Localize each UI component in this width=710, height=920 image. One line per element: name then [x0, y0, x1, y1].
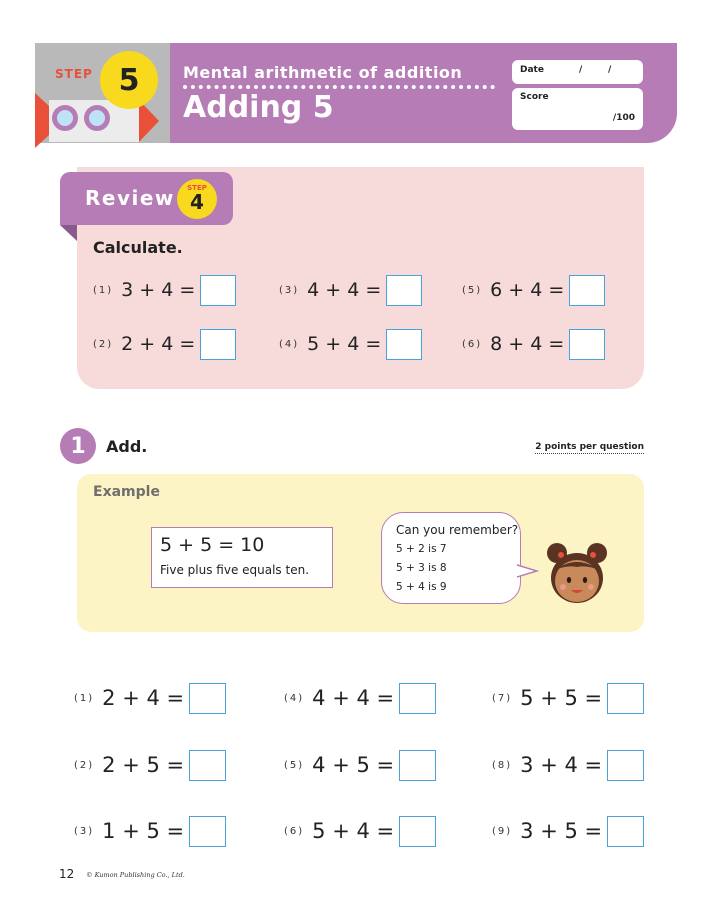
answer-box[interactable] [200, 275, 236, 306]
answer-box[interactable] [569, 275, 605, 306]
add-problem [284, 749, 436, 781]
problem-number: (2) [93, 338, 114, 350]
problem-number: (5) [284, 759, 305, 771]
bubble-line: 5 + 2 is 7 [396, 543, 447, 555]
add-problem [74, 682, 226, 714]
copyright-notice: © Kumon Publishing Co., Ltd. [86, 871, 185, 879]
problem-number: (4) [279, 338, 300, 350]
add-problem [492, 749, 644, 781]
problem-equation: 5 + 4 = [312, 819, 395, 843]
review-step-word: STEP [187, 184, 207, 192]
bubble-title: Can you remember? [396, 523, 519, 537]
answer-box[interactable] [189, 683, 226, 714]
review-tab-fold [60, 225, 77, 241]
problem-equation: 6 + 4 = [490, 279, 565, 301]
problem-equation: 5 + 5 = [520, 686, 603, 710]
date-label: Date [520, 65, 544, 75]
problem-number: (6) [284, 825, 305, 837]
bubble-line: 5 + 3 is 8 [396, 562, 447, 574]
add-problem [284, 682, 436, 714]
problem-equation: 2 + 4 = [121, 333, 196, 355]
problem-equation: 3 + 4 = [520, 753, 603, 777]
answer-box[interactable] [386, 329, 422, 360]
example-equation: 5 + 5 = 10 [160, 534, 265, 556]
review-problem [93, 274, 236, 306]
problem-number: (2) [74, 759, 95, 771]
answer-box[interactable] [189, 816, 226, 847]
step-number: 5 [118, 62, 140, 98]
example-box [151, 527, 333, 588]
problem-number: (4) [284, 692, 305, 704]
review-instruction: Calculate. [93, 238, 183, 257]
problem-equation: 2 + 5 = [102, 753, 185, 777]
review-label: Review [85, 186, 175, 210]
review-problem [462, 328, 605, 360]
problem-equation: 4 + 4 = [312, 686, 395, 710]
score-field[interactable] [512, 88, 643, 130]
example-words: Five plus five equals ten. [160, 563, 310, 577]
review-step-number: 4 [190, 190, 204, 214]
problem-equation: 5 + 4 = [307, 333, 382, 355]
girl-character-icon [540, 540, 614, 606]
problem-equation: 4 + 5 = [312, 753, 395, 777]
section-number-badge [60, 428, 96, 464]
date-field[interactable] [512, 60, 643, 84]
problem-number: (7) [492, 692, 513, 704]
bubble-tail [517, 563, 539, 579]
review-step-badge [177, 179, 217, 219]
answer-box[interactable] [399, 750, 436, 781]
page-title: Adding 5 [183, 90, 334, 125]
add-problem [492, 682, 644, 714]
section-title: Add. [106, 437, 148, 456]
step-number-badge [100, 51, 158, 109]
problem-equation: 3 + 5 = [520, 819, 603, 843]
step-label: STEP [55, 67, 93, 81]
example-label: Example [93, 484, 160, 500]
problem-equation: 4 + 4 = [307, 279, 382, 301]
page-number: 12 [59, 867, 75, 881]
answer-box[interactable] [399, 816, 436, 847]
add-problem [492, 815, 644, 847]
problem-number: (5) [462, 284, 483, 296]
speech-bubble [381, 512, 521, 604]
add-problem [74, 815, 226, 847]
answer-box[interactable] [607, 816, 644, 847]
review-problem [93, 328, 236, 360]
points-note: 2 points per question [535, 442, 644, 452]
review-problem [279, 274, 422, 306]
problem-equation: 3 + 4 = [121, 279, 196, 301]
score-max: /100 [612, 113, 635, 123]
add-problem [74, 749, 226, 781]
problem-number: (3) [279, 284, 300, 296]
review-problem [279, 328, 422, 360]
problem-equation: 2 + 4 = [102, 686, 185, 710]
answer-box[interactable] [386, 275, 422, 306]
answer-box[interactable] [200, 329, 236, 360]
answer-box[interactable] [607, 683, 644, 714]
review-problem [462, 274, 605, 306]
answer-box[interactable] [569, 329, 605, 360]
section-number: 1 [70, 433, 86, 459]
answer-box[interactable] [607, 750, 644, 781]
problem-number: (3) [74, 825, 95, 837]
score-label: Score [520, 92, 549, 102]
answer-box[interactable] [399, 683, 436, 714]
problem-equation: 1 + 5 = [102, 819, 185, 843]
problem-number: (9) [492, 825, 513, 837]
page-subtitle: Mental arithmetic of addition [183, 63, 463, 82]
problem-number: (6) [462, 338, 483, 350]
problem-number: (1) [74, 692, 95, 704]
problem-number: (1) [93, 284, 114, 296]
add-problem [284, 815, 436, 847]
bubble-line: 5 + 4 is 9 [396, 581, 447, 593]
subtitle-divider [183, 85, 495, 89]
problem-equation: 8 + 4 = [490, 333, 565, 355]
answer-box[interactable] [189, 750, 226, 781]
problem-number: (8) [492, 759, 513, 771]
date-separator: / [608, 65, 612, 75]
date-separator: / [579, 65, 583, 75]
